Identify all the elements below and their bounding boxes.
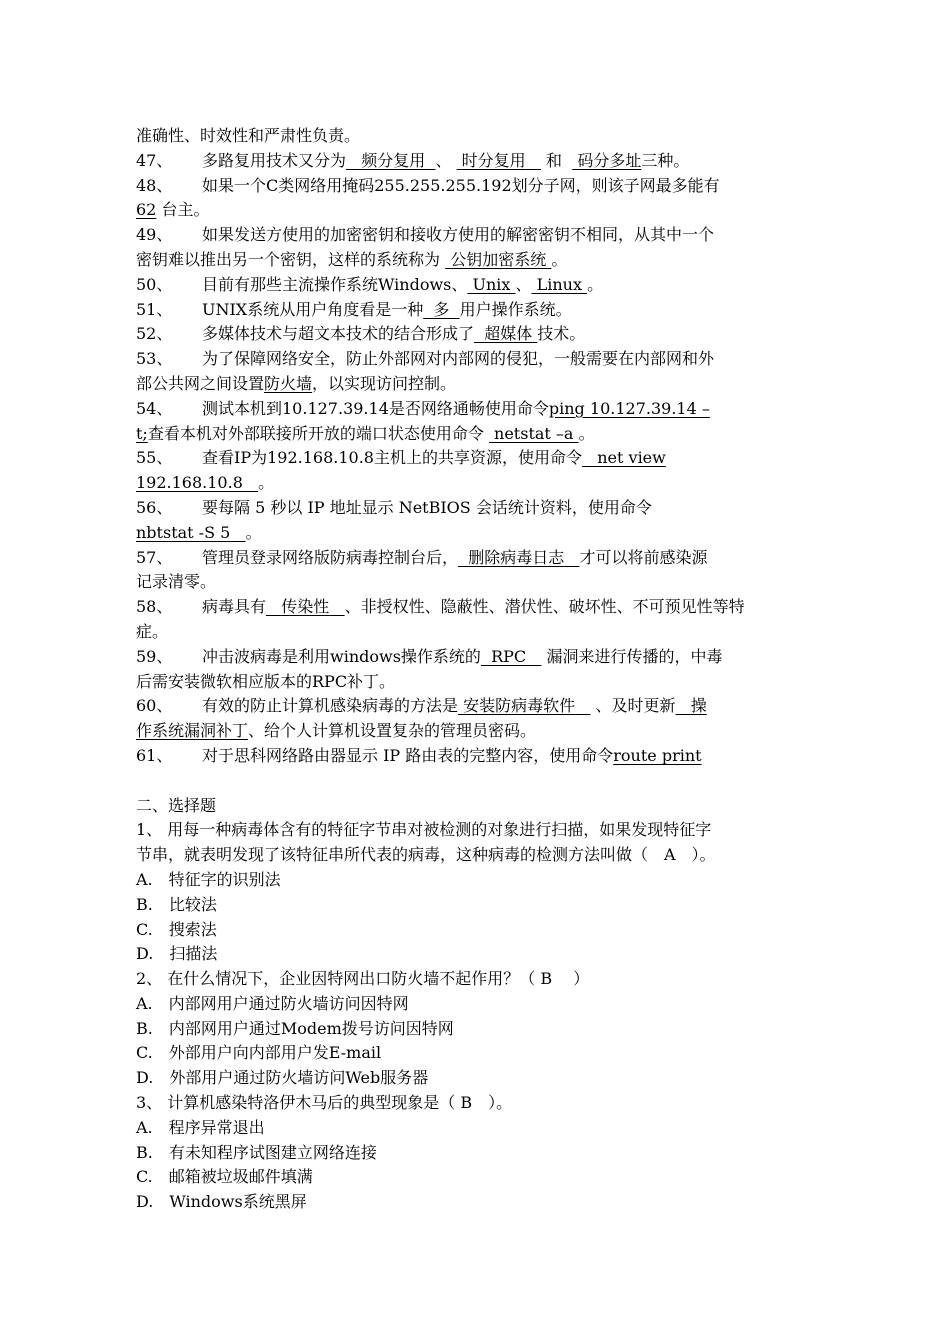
item-47: 47、 多路复用技术又分为 频分复用 、 时分复用 和 码分多址三种。 bbox=[136, 149, 816, 174]
item-number: 57、 bbox=[136, 547, 173, 567]
item-number: 51、 bbox=[136, 299, 173, 319]
item-number: 49、 bbox=[136, 225, 173, 245]
option-a: A. 程序异常退出 bbox=[136, 1117, 265, 1137]
question-3: 3、 计算机感染特洛伊木马后的典型现象是（ B ）。 bbox=[136, 1093, 513, 1113]
answer-blank: route print bbox=[613, 745, 702, 765]
answer-blank: t; bbox=[136, 423, 148, 443]
item-number: 47、 bbox=[136, 150, 173, 170]
option-a: A. 内部网用户通过防火墙访问因特网 bbox=[136, 993, 409, 1013]
question-1: 1、 用每一种病毒体含有的特征字节串对被检测的对象进行扫描，如果发现特征字 bbox=[136, 820, 712, 840]
item-number: 54、 bbox=[136, 398, 173, 418]
answer-blank: RPC bbox=[491, 646, 527, 666]
answer-blank: net view bbox=[597, 448, 666, 468]
option-a: A. 特征字的识别法 bbox=[136, 869, 281, 889]
text-line: 节串，就表明发现了该特征串所代表的病毒，这种病毒的检测方法叫做（ A ）。 bbox=[136, 845, 716, 865]
answer-blank: 删除病毒日志 bbox=[468, 547, 565, 567]
item-number: 55、 bbox=[136, 448, 173, 468]
option-d: D. 扫描法 bbox=[136, 944, 218, 964]
option-d: D. 外部用户通过防火墙访问Web服务器 bbox=[136, 1068, 429, 1088]
item-48: 48、 如果一个C类网络用掩码255.255.255.192划分子网，则该子网最多能有 bbox=[136, 174, 816, 199]
answer-blank: 防火墙 bbox=[264, 373, 313, 393]
item-54: 54、 测试本机到10.127.39.14是否网络通畅使用命令ping 10.127.39.14 – bbox=[136, 397, 816, 422]
answer-blank: 作系统漏洞补丁 bbox=[136, 721, 249, 741]
item-59: 59、 冲击波病毒是利用windows操作系统的 RPC 漏洞来进行传播的，中毒 bbox=[136, 645, 816, 670]
answer-blank: 超媒体 bbox=[484, 324, 533, 344]
item-53: 53、 为了保障网络安全，防止外部网对内部网的侵犯，一般需要在内部网和外 bbox=[136, 347, 816, 372]
answer-blank: 传染性 bbox=[281, 597, 330, 617]
item-number: 52、 bbox=[136, 324, 173, 344]
item-number: 59、 bbox=[136, 646, 173, 666]
option-c: C. 外部用户向内部用户发E-mail bbox=[136, 1043, 382, 1063]
answer-blank: 62 bbox=[136, 200, 157, 220]
item-number: 61、 bbox=[136, 745, 173, 765]
option-b: B. 比较法 bbox=[136, 894, 217, 914]
option-c: C. 邮箱被垃圾邮件填满 bbox=[136, 1167, 313, 1187]
answer-blank: 时分复用 bbox=[461, 150, 526, 170]
item-number: 48、 bbox=[136, 175, 173, 195]
text-line: 部公共网之间设置防火墙，以实现访问控制。 bbox=[136, 373, 457, 393]
option-b: B. 内部网用户通过Modem拨号访问因特网 bbox=[136, 1018, 454, 1038]
text-line: 192.168.10.8 。 bbox=[136, 473, 275, 493]
answer-blank: 频分复用 bbox=[361, 150, 426, 170]
document-page bbox=[136, 124, 816, 1215]
text-line: 记录清零。 bbox=[136, 572, 217, 592]
answer-blank: 码分多址 bbox=[577, 150, 642, 170]
answer-blank: 安装防病毒软件 bbox=[463, 696, 576, 716]
answer-blank: 多 bbox=[433, 299, 450, 319]
item-55: 55、 查看IP为192.168.10.8主机上的共享资源，使用命令 net view bbox=[136, 446, 816, 471]
text-line: 作系统漏洞补丁、给个人计算机设置复杂的管理员密码。 bbox=[136, 721, 537, 741]
text-line: nbtstat -S 5 。 bbox=[136, 522, 262, 542]
answer-blank: ping 10.127.39.14 – bbox=[548, 398, 710, 418]
item-60: 60、 有效的防止计算机感染病毒的方法是 安装防病毒软件 、及时更新 操 bbox=[136, 694, 816, 719]
option-c: C. 搜索法 bbox=[136, 919, 217, 939]
answer-blank: 公钥加密系统 bbox=[450, 249, 547, 269]
item-52: 52、 多媒体技术与超文本技术的结合形成了 超媒体 技术。 bbox=[136, 322, 816, 347]
item-49: 49、 如果发送方使用的加密密钥和接收方使用的解密密钥不相同，从其中一个 bbox=[136, 223, 816, 248]
item-number: 50、 bbox=[136, 274, 173, 294]
answer-blank: 操 bbox=[690, 696, 707, 716]
option-d: D. Windows系统黑屏 bbox=[136, 1192, 307, 1212]
item-57: 57、 管理员登录网络版防病毒控制台后， 删除病毒日志 才可以将前感染源 bbox=[136, 546, 816, 571]
answer-blank: 192.168.10.8 bbox=[136, 473, 243, 493]
item-61: 61、 对于思科网络路由器显示 IP 路由表的完整内容，使用命令route print bbox=[136, 744, 816, 769]
answer-blank: netstat –a bbox=[494, 423, 574, 443]
item-51: 51、 UNIX系统从用户角度看是一种 多 用户操作系统。 bbox=[136, 298, 816, 323]
question-2: 2、 在什么情况下，企业因特网出口防火墙不起作用？（ B ） bbox=[136, 969, 590, 989]
option-b: B. 有未知程序试图建立网络连接 bbox=[136, 1142, 377, 1162]
item-number: 56、 bbox=[136, 497, 173, 517]
item-56: 56、 要每隔 5 秒以 IP 地址显示 NetBIOS 会话统计资料，使用命令 bbox=[136, 496, 816, 521]
item-50: 50、 目前有那些主流操作系统Windows、 Unix 、 Linux 。 bbox=[136, 273, 816, 298]
item-number: 60、 bbox=[136, 696, 173, 716]
item-number: 58、 bbox=[136, 597, 173, 617]
item-58: 58、 病毒具有 传染性 、非授权性、隐蔽性、潜伏性、破坏性、不可预见性等特 bbox=[136, 595, 816, 620]
item-number: 53、 bbox=[136, 349, 173, 369]
answer-blank: Unix bbox=[472, 274, 511, 294]
answer-blank: Linux bbox=[536, 274, 582, 294]
text-line: 密钥难以推出另一个密钥，这样的系统称为 公钥加密系统 。 bbox=[136, 249, 568, 269]
text-line: 62 台主。 bbox=[136, 200, 210, 220]
text-line: 症。 bbox=[136, 621, 169, 641]
text-line: 后需安装微软相应版本的RPC补丁。 bbox=[136, 671, 396, 691]
text-line: t;查看本机对外部联接所开放的端口状态使用命令 netstat –a 。 bbox=[136, 423, 595, 443]
answer-blank: nbtstat -S 5 bbox=[136, 522, 231, 542]
text-line: 准确性、时效性和严肃性负责。 bbox=[136, 126, 361, 145]
section-heading: 二、选择题 bbox=[136, 795, 217, 815]
